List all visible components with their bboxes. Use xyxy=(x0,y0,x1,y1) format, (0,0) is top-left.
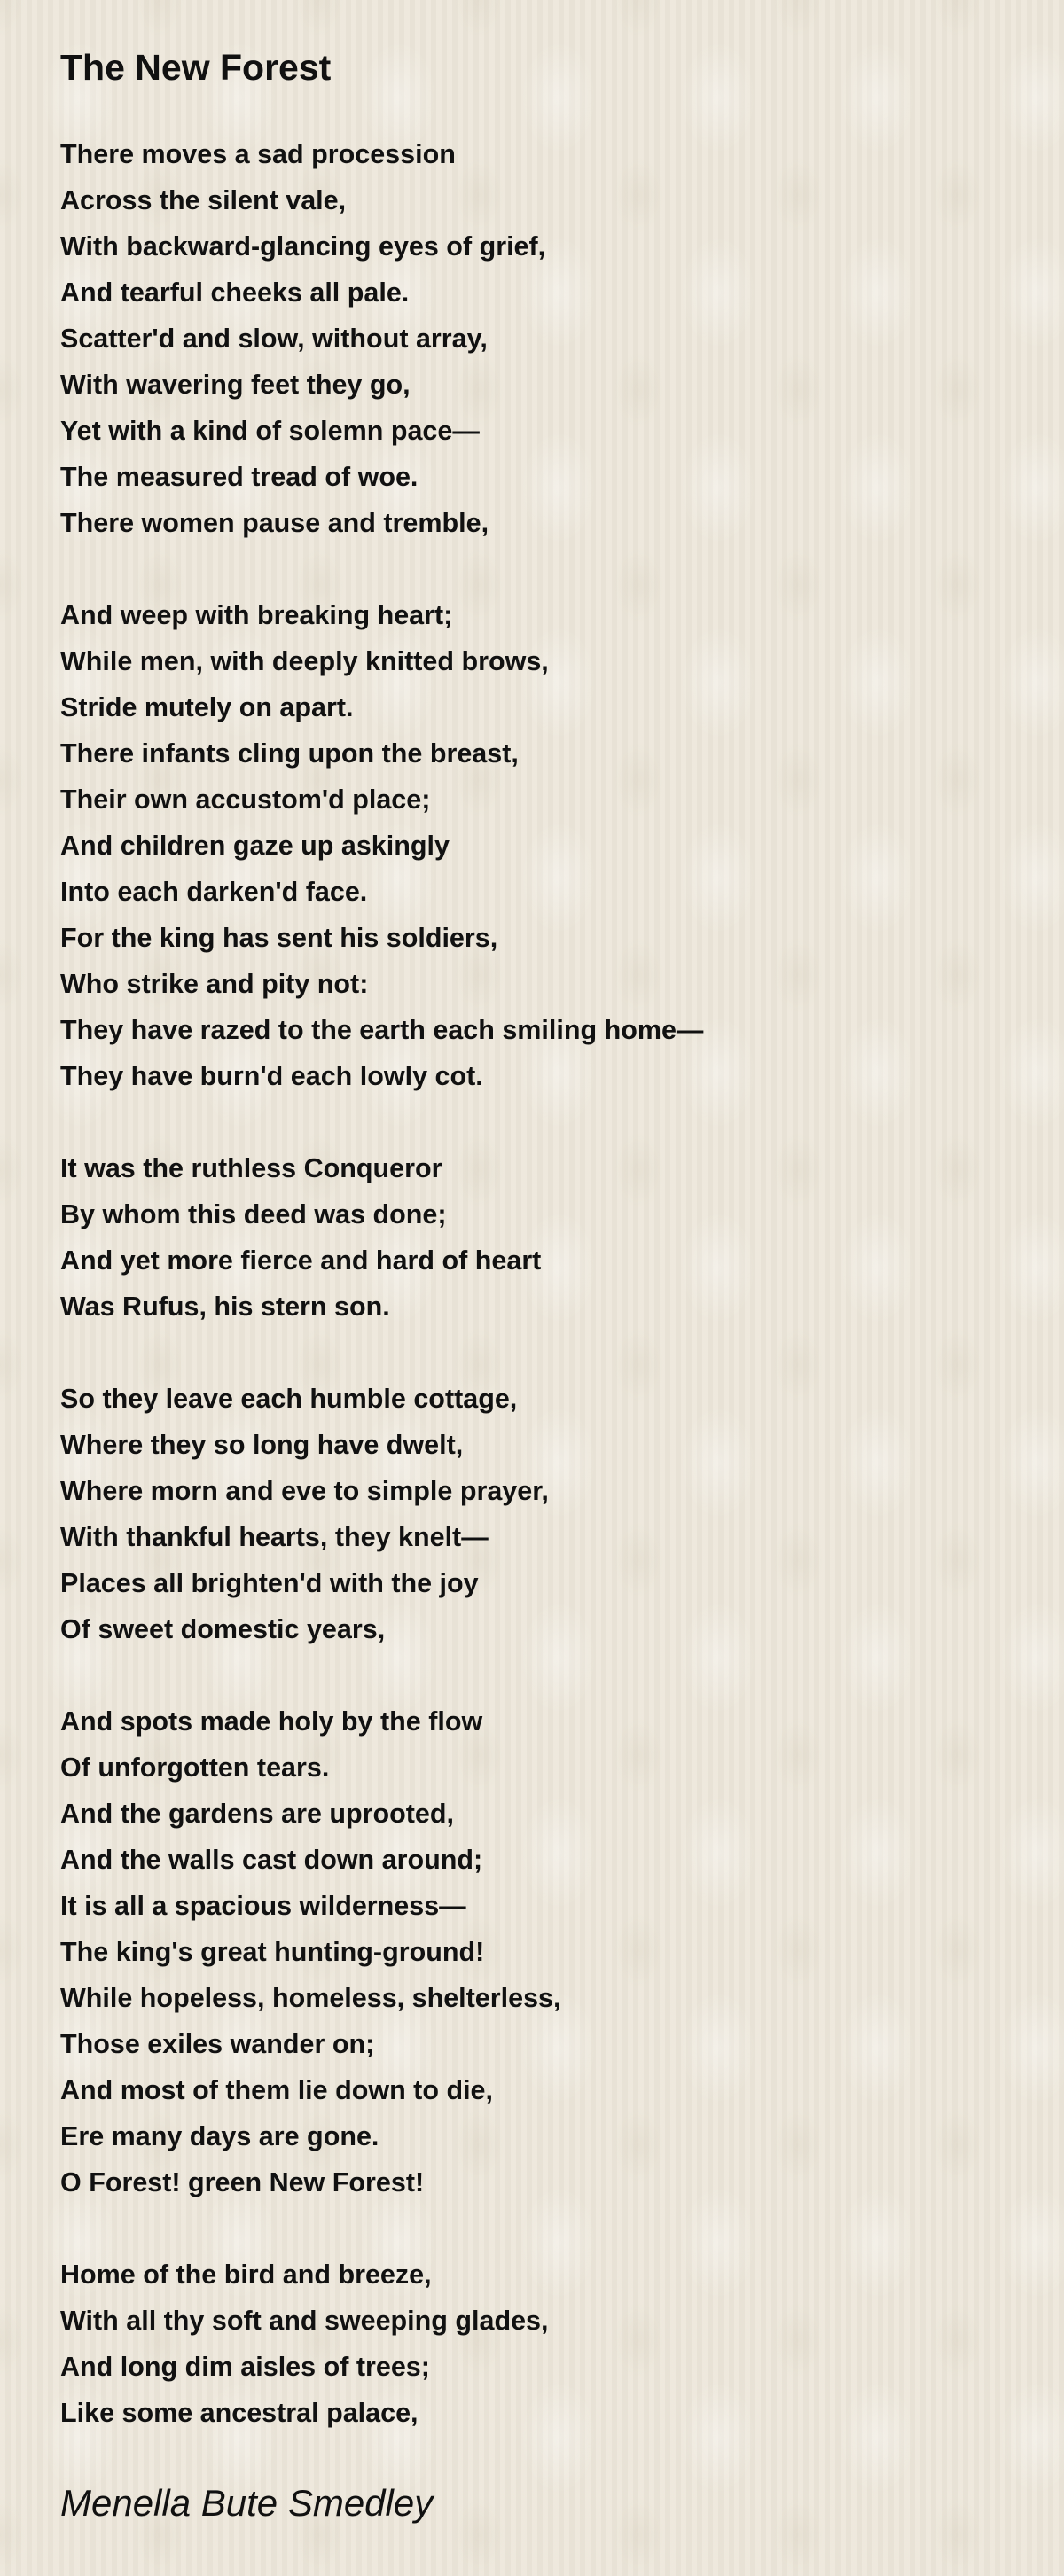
poem-line: O Forest! green New Forest! xyxy=(60,2167,425,2197)
poem-line: Scatter'd and slow, without array, xyxy=(60,324,488,354)
stanza-break xyxy=(60,2205,1064,2252)
stanza xyxy=(60,1145,1064,1330)
stanza-break xyxy=(60,1099,1064,1145)
stanza-break xyxy=(60,546,1064,592)
poem-line: And tearful cheeks all pale. xyxy=(60,277,410,308)
poem-author: Menella Bute Smedley xyxy=(60,2482,434,2524)
stanza xyxy=(60,1376,1064,1652)
poem-line: Their own accustom'd place; xyxy=(60,785,431,815)
poem-line: They have burn'd each lowly cot. xyxy=(60,1061,483,1091)
poem-line: And the walls cast down around; xyxy=(60,1845,483,1875)
poem-line: Yet with a kind of solemn pace— xyxy=(60,416,480,446)
poem-line: Of unforgotten tears. xyxy=(60,1752,330,1783)
stanza xyxy=(60,592,1064,1099)
poem-line: The measured tread of woe. xyxy=(60,462,419,492)
poem-line: With thankful hearts, they knelt— xyxy=(60,1522,489,1552)
poem-line: Of sweet domestic years, xyxy=(60,1614,386,1644)
poem-line: Into each darken'd face. xyxy=(60,877,368,907)
poem-line: Was Rufus, his stern son. xyxy=(60,1292,390,1322)
poem-line: By whom this deed was done; xyxy=(60,1199,447,1229)
poem-line: They have razed to the earth each smiling home— xyxy=(60,1015,704,1045)
poem-line: The king's great hunting-ground! xyxy=(60,1937,485,1967)
poem-line: And weep with breaking heart; xyxy=(60,600,453,630)
poem-line: And the gardens are uprooted, xyxy=(60,1799,454,1829)
poem-line: Across the silent vale, xyxy=(60,185,347,215)
poem-line: For the king has sent his soldiers, xyxy=(60,923,498,953)
poem-line: With backward-glancing eyes of grief, xyxy=(60,231,546,262)
poem-line: It was the ruthless Conqueror xyxy=(60,1153,442,1183)
poem-body xyxy=(60,131,1064,2436)
poem-line: With wavering feet they go, xyxy=(60,370,411,400)
poem-line: Who strike and pity not: xyxy=(60,969,369,999)
poem-line: There infants cling upon the breast, xyxy=(60,738,519,769)
poem-line: It is all a spacious wilderness— xyxy=(60,1891,466,1921)
poem-line: So they leave each humble cottage, xyxy=(60,1384,518,1414)
poem-line: While hopeless, homeless, shelterless, xyxy=(60,1983,561,2013)
poem-line: Home of the bird and breeze, xyxy=(60,2260,432,2290)
poem-line: Stride mutely on apart. xyxy=(60,692,354,722)
stanza xyxy=(60,1698,1064,2205)
poem-line: And children gaze up askingly xyxy=(60,831,450,861)
poem-title: The New Forest xyxy=(60,47,332,88)
stanza-break xyxy=(60,1330,1064,1376)
poem-line: Where they so long have dwelt, xyxy=(60,1430,464,1460)
poem-line: Where morn and eve to simple prayer, xyxy=(60,1476,549,1506)
poem-line: Places all brighten'd with the joy xyxy=(60,1568,479,1598)
poem-line: And long dim aisles of trees; xyxy=(60,2352,430,2382)
poem-line: And yet more fierce and hard of heart xyxy=(60,1245,542,1276)
poem-line: Those exiles wander on; xyxy=(60,2029,375,2059)
poem-line: And spots made holy by the flow xyxy=(60,1706,483,1737)
poem-line: There women pause and tremble, xyxy=(60,508,489,538)
poem-line: And most of them lie down to die, xyxy=(60,2075,493,2105)
poem-line: There moves a sad procession xyxy=(60,139,456,169)
stanza xyxy=(60,131,1064,546)
poem-line: While men, with deeply knitted brows, xyxy=(60,646,549,676)
stanza-break xyxy=(60,1652,1064,1698)
poem-line: With all thy soft and sweeping glades, xyxy=(60,2306,549,2336)
stanza xyxy=(60,2252,1064,2436)
poem-line: Ere many days are gone. xyxy=(60,2121,379,2151)
poem-line: Like some ancestral palace, xyxy=(60,2398,419,2428)
